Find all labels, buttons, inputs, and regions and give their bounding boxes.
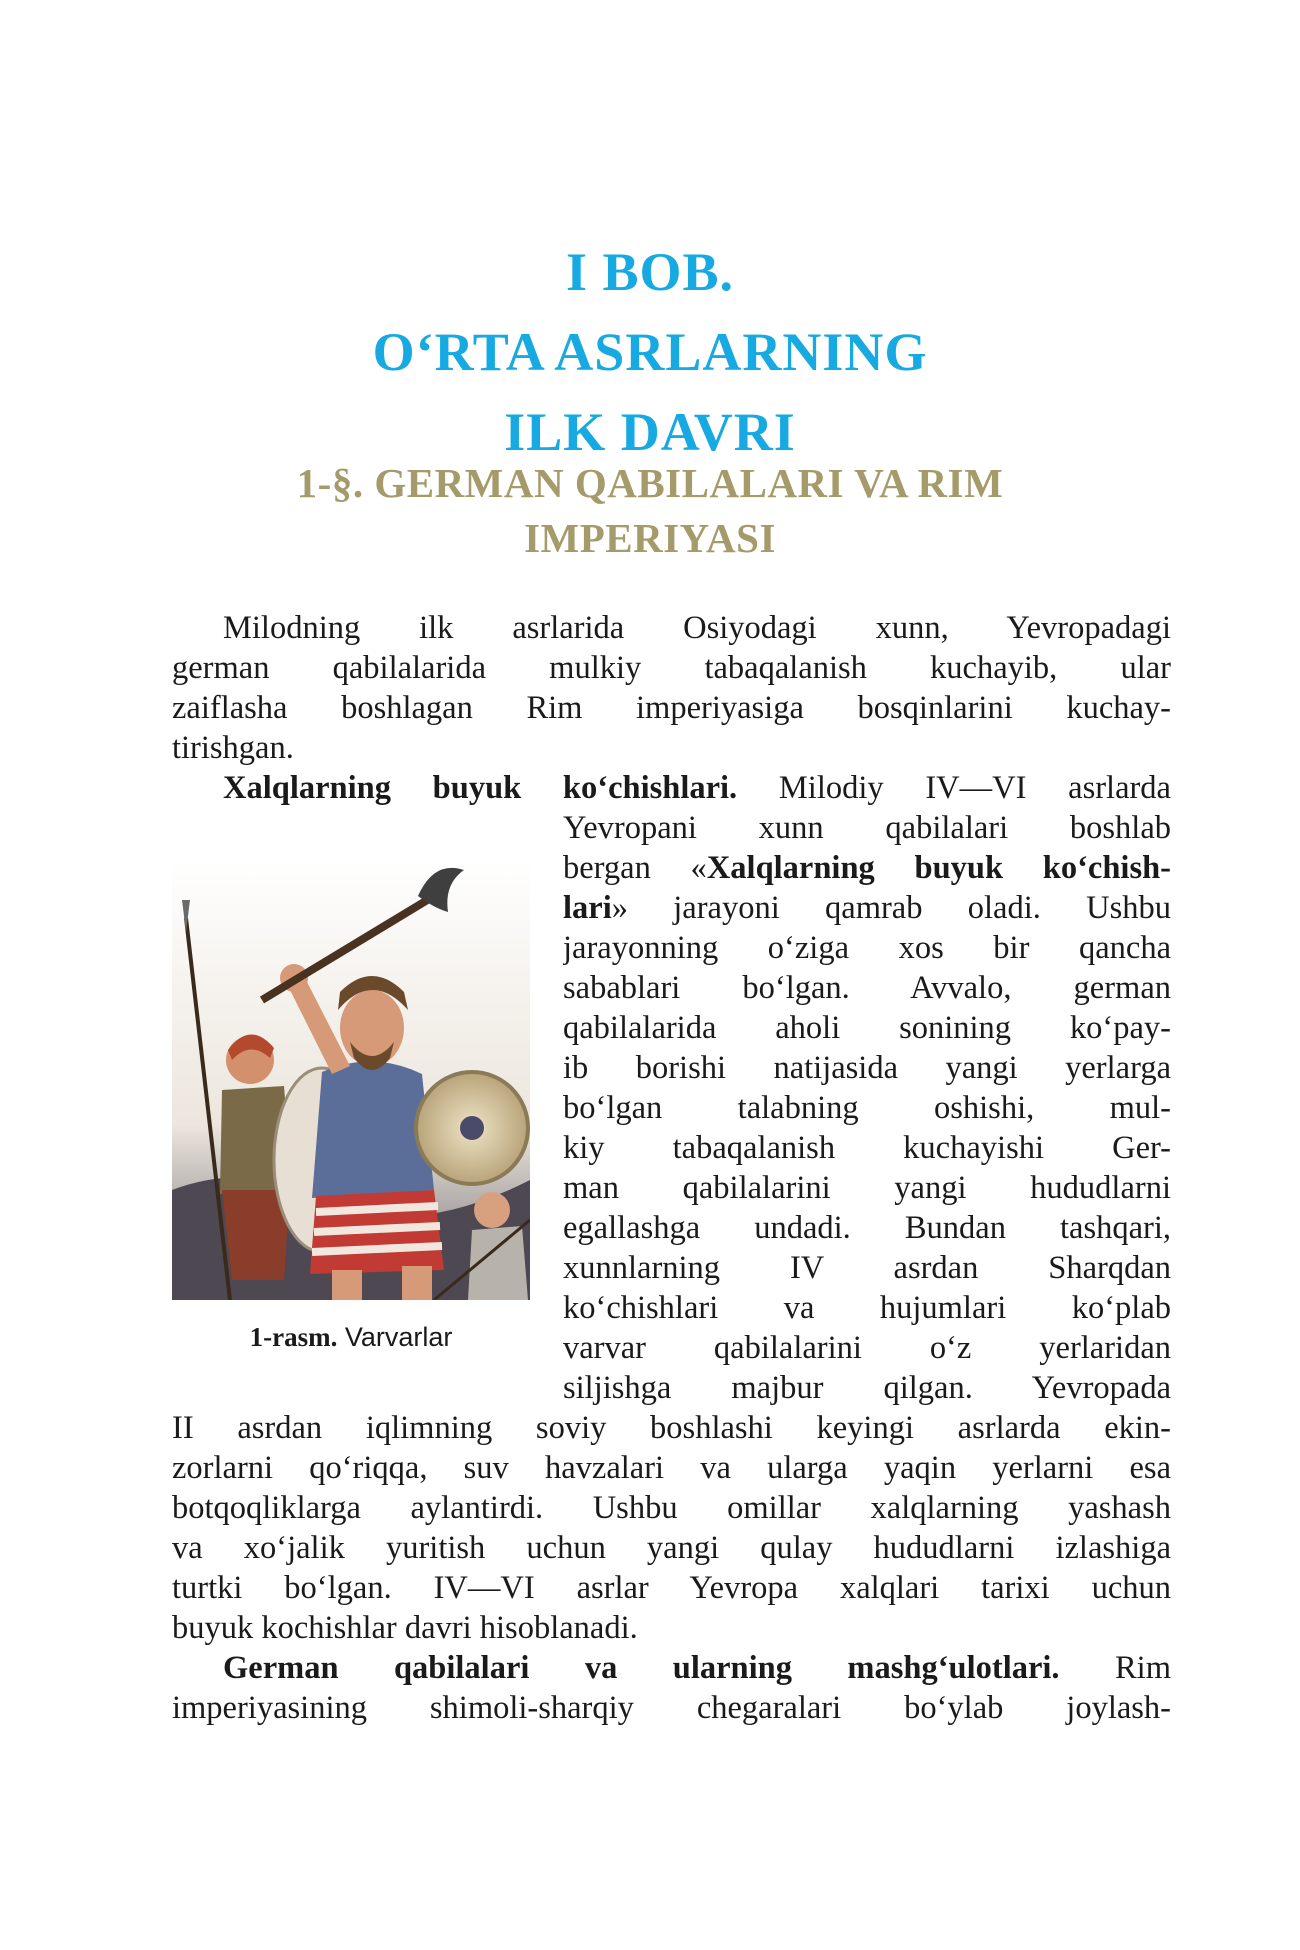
migration-heading-line bbox=[223, 768, 1171, 808]
wrapped-line-14: varvar qabilalarini o‘z yerlaridan bbox=[563, 1330, 1171, 1366]
wrapped-line-8: bo‘lgan talabning oshishi, mul- bbox=[563, 1090, 1171, 1126]
caption-text: Varvarlar bbox=[337, 1322, 453, 1352]
full-line-3: botqoqliklarga aylantirdi. Ushbu omillar xalqlarning yashash bbox=[172, 1490, 1171, 1526]
figure-caption bbox=[172, 1320, 530, 1354]
full-line-4: va xo‘jalik yuritish uchun yangi qulay hududlarni izlashiga bbox=[172, 1530, 1171, 1566]
full-line-5: turtki bo‘lgan. IV—VI asrlar Yevropa xalqlari tarixi uchun bbox=[172, 1570, 1171, 1606]
wrapped-line-2: bergan «Xalqlarning buyuk ko‘chish- bbox=[563, 850, 1171, 886]
german-heading: German qabilalari va ularning mashg‘ulotlari. bbox=[223, 1650, 1060, 1686]
wrapped-line-15: siljishga majbur qilgan. Yevropada bbox=[563, 1370, 1171, 1406]
wrapped-line-1: Yevropani xunn qabilalari boshlab bbox=[563, 810, 1171, 846]
chapter-title bbox=[0, 232, 1300, 472]
german-heading-line bbox=[223, 1648, 1171, 1688]
chapter-title-line-3: ILK DAVRI bbox=[504, 402, 796, 462]
migration-heading: Xalqlarning buyuk ko‘chishlari. bbox=[223, 770, 738, 806]
section-title-line-2: IMPERIYASI bbox=[524, 515, 776, 561]
migration-term-part-2: lari bbox=[563, 890, 612, 926]
intro-line-2: german qabilalarida mulkiy tabaqalanish kuchayib, ular bbox=[172, 650, 1171, 686]
full-line-1: II asrdan iqlimning soviy boshlashi keyingi asrlarda ekin- bbox=[172, 1410, 1171, 1446]
german-line-2: imperiyasining shimoli-sharqiy chegaralari bo‘ylab joylash- bbox=[172, 1690, 1171, 1726]
section-title bbox=[0, 456, 1300, 566]
intro-line-1: Milodning ilk asrlarida Osiyodagi xunn, Yevropadagi bbox=[223, 610, 1171, 646]
caption-label: 1-rasm. bbox=[249, 1322, 338, 1352]
wrapped-line-3 bbox=[563, 888, 1171, 928]
wrapped-line-12: xunnlarning IV asrdan Sharqdan bbox=[563, 1250, 1171, 1286]
section-title-line-1: 1-§. GERMAN QABILALARI VA RIM bbox=[296, 460, 1004, 506]
barbarians-illustration bbox=[172, 860, 530, 1300]
wrapped-line-4: jarayonning o‘ziga xos bir qancha bbox=[563, 930, 1171, 966]
full-line-6: buyuk kochishlar davri hisoblanadi. bbox=[172, 1610, 638, 1646]
german-heading-tail: Rim bbox=[1059, 1650, 1171, 1686]
wrapped-line-13: ko‘chishlari va hujumlari ko‘plab bbox=[563, 1290, 1171, 1326]
wrapped-line-3-rest: » jarayoni qamrab oladi. Ushbu bbox=[611, 890, 1171, 926]
full-line-2: zorlarni qo‘riqqa, suv havzalari va ularga yaqin yerlarni esa bbox=[172, 1450, 1171, 1486]
migration-heading-tail: Milodiy IV—VI asrlarda bbox=[737, 770, 1171, 806]
wrapped-line-9: kiy tabaqalanish kuchayishi Ger- bbox=[563, 1130, 1171, 1166]
wrapped-line-5: sabablari bo‘lgan. Avvalo, german bbox=[563, 970, 1171, 1006]
intro-line-4: tirishgan. bbox=[172, 730, 294, 766]
migration-term-part-1: Xalqlarning buyuk ko‘chish- bbox=[706, 850, 1171, 886]
wrapped-line-6: qabilalarida aholi sonining ko‘pay- bbox=[563, 1010, 1171, 1046]
chapter-title-line-2: O‘RTA ASRLARNING bbox=[372, 322, 928, 382]
wrapped-line-10: man qabilalarini yangi hududlarni bbox=[563, 1170, 1171, 1206]
intro-line-3: zaiflasha boshlagan Rim imperiyasiga bosqinlarini kuchay- bbox=[172, 690, 1171, 726]
wrapped-line-11: egallashga undadi. Bundan tashqari, bbox=[563, 1210, 1171, 1246]
chapter-title-line-1: I BOB. bbox=[565, 242, 735, 302]
wrapped-line-7: ib borishi natijasida yangi yerlarga bbox=[563, 1050, 1171, 1086]
